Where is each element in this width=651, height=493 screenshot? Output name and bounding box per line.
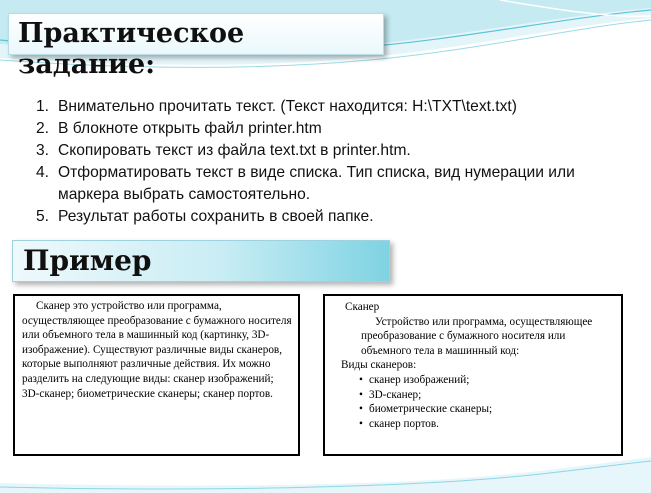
- task-list: [36, 96, 636, 228]
- title-banner: [8, 13, 384, 80]
- bottom-wave-decoration: [0, 453, 651, 493]
- task-number: 3.: [36, 142, 50, 159]
- task-text: Внимательно прочитать текст. (Текст находится: H:\TXT\text.txt): [58, 98, 517, 115]
- example-banner: [12, 240, 390, 282]
- example-heading: Пример: [23, 244, 152, 277]
- example-formatted-box: [323, 294, 623, 456]
- task-item: [36, 96, 636, 118]
- list-item: • сканер портов.: [359, 417, 617, 432]
- task-item: [36, 206, 636, 228]
- task-number: 5.: [36, 208, 50, 225]
- task-text: В блокноте открыть файл printer.htm: [58, 120, 322, 137]
- example-plain-text-box: [13, 294, 300, 456]
- example-formatted-definition: Устройство или программа, осуществляющее преобразование с бумажного носителя или объемного тела в машинный код:: [361, 315, 593, 357]
- task-number: 1.: [36, 98, 50, 115]
- list-item: • биометрические сканеры;: [359, 402, 617, 417]
- task-text: Скопировать текст из файла text.txt в printer.htm.: [58, 142, 411, 159]
- task-item: [36, 162, 636, 206]
- task-text: Отформатировать текст в виде списка. Тип списка, вид нумерации или маркера выбрать самостоятельно.: [58, 164, 575, 203]
- example-formatted-kinds-label: Виды сканеров:: [341, 359, 417, 372]
- task-item: [36, 140, 636, 162]
- example-formatted-heading: Сканер: [345, 301, 380, 313]
- list-item: • сканер изображений;: [359, 373, 617, 388]
- task-text: Результат работы сохранить в своей папке.: [58, 208, 374, 225]
- task-number: 2.: [36, 120, 50, 137]
- page-title: Практическое задание:: [18, 18, 245, 80]
- task-number: 4.: [36, 164, 50, 181]
- example-plain-text: Сканер это устройство или программа, осуществляющее преобразование с бумажного носителя или объемного тела в машинный код (картинку, 3D-изображение). Существуют различные виды сканеров, которые выполняют различные действия. Их можно разделить на следующие виды: сканер изображений; 3D-сканер; биометрические сканеры; сканер портов.: [22, 300, 292, 400]
- list-item: • 3D-сканер;: [359, 388, 617, 403]
- scanner-kinds-list: [333, 373, 617, 431]
- task-item: [36, 118, 636, 140]
